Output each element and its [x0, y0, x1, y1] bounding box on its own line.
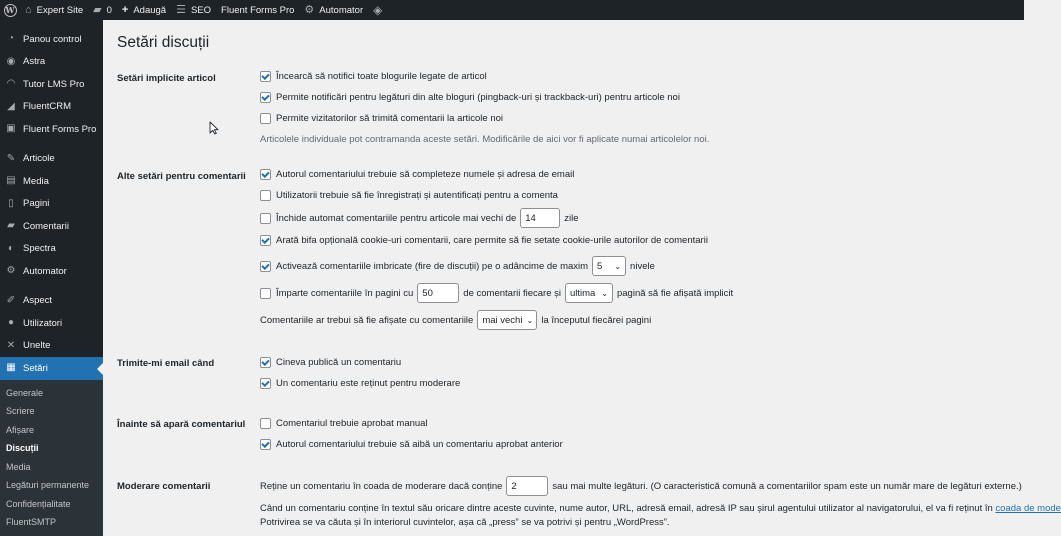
- plus-icon: +: [121, 3, 129, 16]
- checkbox-allow-pingbacks[interactable]: [260, 92, 271, 103]
- chevron-down-icon: ⌄: [601, 288, 608, 298]
- option-allow-pingbacks[interactable]: Permite notificări pentru legături din alte bloguri (pingback-uri și trackback-uri) pentru articole noi: [260, 92, 680, 103]
- checkbox-require-name-email[interactable]: [260, 169, 271, 180]
- option-comment-order: Comentariile ar trebui să fie afișate cu comentariile mai vechi ⌄ la începutul fiecărei pagini: [260, 310, 651, 330]
- checkbox-email-on-comment[interactable]: [260, 357, 271, 368]
- spectra-link[interactable]: [368, 0, 392, 20]
- checkbox-manual-approval[interactable]: [260, 418, 271, 429]
- submenu-general[interactable]: Generale: [6, 387, 44, 398]
- astra-icon: ◉: [6, 55, 16, 67]
- submenu-discussion[interactable]: Discuții: [6, 443, 39, 454]
- site-name-label: Expert Site: [36, 4, 84, 16]
- pages-icon: ▯: [8, 197, 14, 209]
- default-article-description: Articolele individuale pot contramanda aceste setări. Modificările de aici vor fi aplicate numai articolelor noi.: [260, 134, 710, 145]
- wrench-icon: ✕: [6, 339, 16, 351]
- sidebar-item-users[interactable]: ● Utilizatori: [0, 312, 103, 335]
- moderation-links-input[interactable]: 2: [506, 476, 548, 496]
- sidebar-item-pages[interactable]: ▯ Pagini: [0, 193, 103, 216]
- option-cookies-opt-in[interactable]: Arată bifa opțională cookie-uri comentarii, care permite să fie setate cookie-urile autorilor de comentarii: [260, 235, 708, 246]
- sidebar-item-dashboard[interactable]: ◔ Panou control: [0, 28, 103, 51]
- automator-label: Automator: [319, 4, 364, 16]
- wordpress-logo-button[interactable]: [0, 0, 20, 20]
- settings-icon: ▦: [6, 362, 16, 374]
- checkbox-previously-approved[interactable]: [260, 439, 271, 450]
- checkbox-email-on-moderation[interactable]: [260, 378, 271, 389]
- page-title: Setări discuții: [117, 34, 210, 51]
- seo-link[interactable]: [171, 0, 216, 20]
- sidebar-item-comments[interactable]: ▰ Comentarii: [0, 215, 103, 238]
- option-notify-blogs[interactable]: Încearcă să notifici toate blogurile legate de articol: [260, 71, 487, 82]
- sidebar-item-settings[interactable]: ▦ Setări: [0, 357, 103, 380]
- comments-per-page-input[interactable]: 50: [417, 283, 459, 303]
- fluent-forms-link[interactable]: [216, 0, 299, 20]
- fluent-forms-icon: ▣: [6, 123, 16, 135]
- checkbox-threaded-comments[interactable]: [260, 261, 271, 272]
- checkbox-cookies-opt-in[interactable]: [260, 235, 271, 246]
- media-icon: ▤: [6, 175, 16, 187]
- default-page-select[interactable]: ultima ⌄: [565, 283, 613, 303]
- comments-icon: ▰: [7, 220, 15, 232]
- users-icon: ●: [7, 317, 15, 329]
- submenu-media[interactable]: Media: [6, 461, 31, 472]
- section-label-email: Trimite-mi email când: [117, 358, 215, 369]
- option-require-registration[interactable]: Utilizatorii trebuie să fie înregistrați și autentificați pentru a comenta: [260, 190, 558, 201]
- option-allow-comments[interactable]: Permite vizitatorilor să trimită comentarii la articole noi: [260, 113, 503, 124]
- chevron-down-icon: ⌄: [614, 261, 622, 271]
- option-threaded-comments[interactable]: Activează comentariile imbricate (fire de discuții) pe o adâncime de maxim 5 ⌄ nivele: [260, 256, 655, 276]
- submenu-writing[interactable]: Scriere: [6, 406, 35, 417]
- pin-icon: ✎: [6, 152, 16, 164]
- chevron-down-icon: ⌄: [526, 315, 534, 325]
- option-moderation-links: Reține un comentariu în coada de moderare dacă conține 2 sau mai multe legături. (O caracteristică comună a comentariilor spam este un număr mare de legături externe.): [260, 476, 1022, 496]
- settings-submenu: [0, 380, 103, 536]
- checkbox-require-registration[interactable]: [260, 190, 271, 201]
- mouse-cursor-icon: [209, 121, 219, 135]
- admin-sidebar: [0, 20, 103, 532]
- option-manual-approval[interactable]: Comentariul trebuie aprobat manual: [260, 418, 428, 429]
- sidebar-item-automator[interactable]: ⚙ Automator: [6, 265, 67, 277]
- checkbox-allow-comments[interactable]: [260, 113, 271, 124]
- sidebar-item-appearance[interactable]: ✐ Aspect: [6, 294, 53, 307]
- option-previously-approved[interactable]: Autorul comentariului trebuie să aibă un comentariu aprobat anterior: [260, 439, 563, 450]
- sidebar-item-fluent-forms[interactable]: ▣ Fluent Forms Pro: [6, 123, 97, 135]
- new-content-label: Adaugă: [133, 4, 167, 16]
- dashboard-icon: ◔: [7, 33, 15, 45]
- sidebar-item-fluentcrm[interactable]: ◢ FluentCRM: [0, 96, 103, 119]
- close-comments-days-input[interactable]: 14: [520, 208, 560, 228]
- option-paginate-comments[interactable]: Împarte comentariile în pagini cu 50 de comentarii fiecare și ultima ⌄ pagină să fie afișată implicit: [260, 283, 733, 303]
- option-require-name-email[interactable]: Autorul comentariului trebuie să completeze numele și adresa de email: [260, 169, 574, 180]
- home-icon: ⌂: [25, 3, 32, 16]
- option-email-on-moderation[interactable]: Un comentariu este reținut pentru moderare: [260, 378, 460, 389]
- automator-link[interactable]: [299, 0, 368, 20]
- diamond-icon: ◈: [373, 3, 383, 17]
- sidebar-item-tools[interactable]: ✕ Unelte: [6, 339, 51, 352]
- sidebar-item-tutor[interactable]: ◠ Tutor LMS Pro: [6, 78, 85, 90]
- sidebar-item-media[interactable]: ▤ Media: [6, 175, 49, 187]
- comment-bubble-icon: ▰: [93, 3, 102, 16]
- submenu-reading[interactable]: Afișare: [6, 424, 35, 435]
- section-label-default-article: Setări implicite articol: [117, 73, 216, 84]
- sidebar-item-spectra[interactable]: ◐ Spectra: [0, 238, 103, 261]
- fluentcrm-icon: ◢: [7, 100, 15, 112]
- option-email-on-comment[interactable]: Cineva publică un comentariu: [260, 357, 401, 368]
- spectra-icon: ◐: [7, 242, 15, 254]
- section-label-before-comment: Înainte să apară comentariul: [117, 419, 246, 430]
- checkbox-notify-blogs[interactable]: [260, 71, 271, 82]
- main-content: [103, 20, 1061, 532]
- seo-icon: ☰: [176, 3, 186, 16]
- moderation-keys-description: Când un comentariu conține în textul său oricare dintre aceste cuvinte, nume autor, URL, adresă email, adresă IP sau șirul agentului utilizator al navigatorului, el va fi reținut în coada de mode: [260, 503, 1061, 514]
- moderation-queue-link[interactable]: coada de mode: [995, 503, 1061, 514]
- admin-bar: [0, 0, 1024, 20]
- comments-link[interactable]: [88, 0, 117, 20]
- moderation-match-note: Potrivirea se va căuta și în interiorul cuvintelor, așa că „press” se va potrivi și pentru „WordPress”.: [260, 517, 670, 528]
- comment-order-select[interactable]: mai vechi ⌄: [477, 310, 537, 330]
- wordpress-icon: W: [4, 4, 17, 17]
- section-label-other-comments: Alte setări pentru comentarii: [117, 171, 246, 182]
- tutor-icon: ◠: [6, 78, 16, 90]
- submenu-permalinks[interactable]: Legături permanente: [6, 480, 90, 491]
- automator-icon: ⚙: [6, 265, 16, 277]
- submenu-privacy[interactable]: Confidențialitate: [6, 498, 71, 509]
- section-label-moderation: Moderare comentarii: [117, 481, 211, 492]
- fluent-forms-label: Fluent Forms Pro: [221, 4, 295, 16]
- thread-depth-select[interactable]: 5 ⌄: [592, 256, 626, 276]
- site-name-link[interactable]: [20, 0, 88, 20]
- seo-label: SEO: [190, 4, 212, 16]
- checkbox-close-comments[interactable]: [260, 213, 271, 224]
- brush-icon: ✐: [6, 294, 16, 306]
- automator-icon: ⚙: [304, 3, 315, 16]
- submenu-fluentsmtp[interactable]: FluentSMTP: [6, 517, 57, 528]
- comments-count: 0: [106, 4, 112, 16]
- option-close-comments[interactable]: Închide automat comentariile pentru articole mai vechi de 14 zile: [260, 208, 579, 228]
- new-content-link[interactable]: [117, 0, 171, 20]
- sidebar-item-posts[interactable]: ✎ Articole: [6, 152, 55, 165]
- sidebar-item-astra[interactable]: ◉ Astra: [6, 55, 46, 68]
- checkbox-paginate-comments[interactable]: [260, 288, 271, 299]
